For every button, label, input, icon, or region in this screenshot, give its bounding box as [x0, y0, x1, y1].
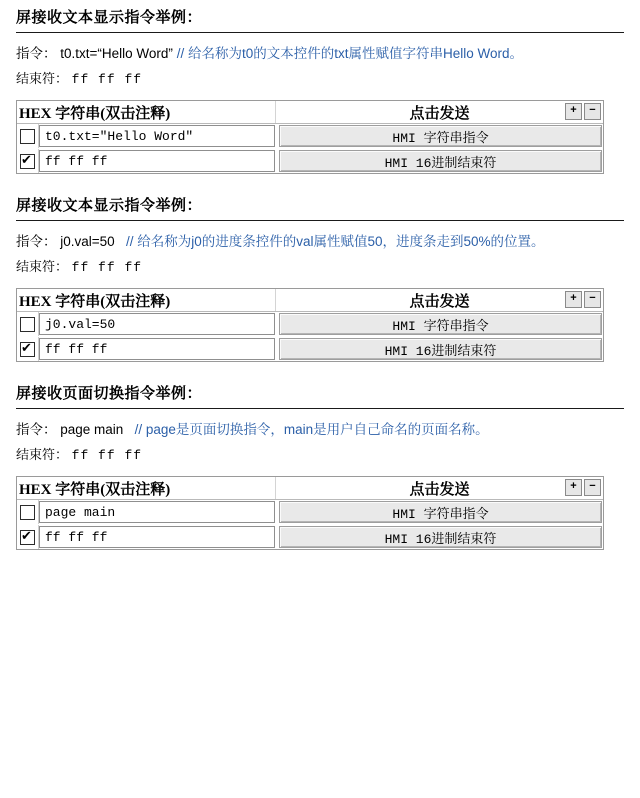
- command-comment: // 给名称为j0的进度条控件的val属性赋值50，进度条走到50%的位置。: [125, 234, 545, 249]
- command-comment: // 给名称为t0的文本控件的txt属性赋值字符串Hello Word。: [176, 46, 523, 61]
- table-row: [17, 148, 603, 173]
- end-symbol-line: [16, 69, 624, 90]
- panel-header-hex-label: HEX 字符串(双击注释): [19, 481, 171, 498]
- checkbox-icon[interactable]: [20, 342, 35, 357]
- checkbox-icon[interactable]: [20, 317, 35, 332]
- end-symbol-value: ff ff ff: [71, 72, 143, 87]
- end-symbol-value: ff ff ff: [71, 260, 143, 275]
- panel-header-send-label: [275, 477, 603, 499]
- add-row-button[interactable]: +: [565, 103, 582, 120]
- command-comment: // page是页面切换指令，main是用户自己命名的页面名称。: [134, 422, 489, 437]
- section-divider: [16, 32, 624, 33]
- table-row: [17, 500, 603, 524]
- panel-header-send-label: [275, 289, 603, 311]
- panel-header-buttons: [565, 103, 601, 120]
- end-symbol-label: 结束符：: [16, 447, 69, 462]
- command-paragraph: [16, 231, 624, 253]
- command-input[interactable]: page main: [39, 501, 275, 523]
- checkbox-icon[interactable]: [20, 129, 35, 144]
- checkbox-icon[interactable]: [20, 530, 35, 545]
- send-button[interactable]: HMI 16进制结束符: [279, 150, 602, 172]
- command-paragraph: [16, 419, 624, 441]
- row-checkbox-cell: [17, 337, 39, 361]
- table-row: [17, 124, 603, 148]
- send-button[interactable]: HMI 字符串指令: [279, 501, 602, 523]
- section-progress-bar: [16, 188, 624, 362]
- end-symbol-label: 结束符：: [16, 259, 69, 274]
- command-prefix: 指令：: [16, 422, 57, 437]
- add-row-button[interactable]: +: [565, 479, 582, 496]
- row-checkbox-cell: [17, 149, 39, 173]
- add-row-button[interactable]: +: [565, 291, 582, 308]
- row-checkbox-cell: [17, 312, 39, 336]
- section-divider: [16, 408, 624, 409]
- checkbox-icon[interactable]: [20, 505, 35, 520]
- command-prefix: 指令：: [16, 234, 57, 249]
- serial-command-panel: [16, 288, 604, 362]
- command-prefix: 指令：: [16, 46, 57, 61]
- section-title: 屏接收页面切换指令举例：: [16, 385, 203, 402]
- send-button[interactable]: HMI 16进制结束符: [279, 338, 602, 360]
- send-label-text: 点击发送: [409, 481, 470, 498]
- remove-row-button[interactable]: −: [584, 103, 601, 120]
- panel-header-buttons: [565, 291, 601, 308]
- serial-command-panel: [16, 100, 604, 174]
- panel-header-hex-label: HEX 字符串(双击注释): [19, 105, 171, 122]
- command-paragraph: [16, 43, 624, 65]
- send-button[interactable]: HMI 16进制结束符: [279, 526, 602, 548]
- panel-header-buttons: [565, 479, 601, 496]
- command-text: j0.val=50: [60, 234, 115, 249]
- remove-row-button[interactable]: −: [584, 291, 601, 308]
- command-input[interactable]: ff ff ff: [39, 150, 275, 172]
- row-checkbox-cell: [17, 525, 39, 549]
- row-checkbox-cell: [17, 124, 39, 148]
- section-title: 屏接收文本显示指令举例：: [16, 197, 203, 214]
- command-text: t0.txt=“Hello Word”: [60, 46, 173, 61]
- panel-header: [17, 289, 603, 312]
- section-text-display: [16, 0, 624, 174]
- section-divider: [16, 220, 624, 221]
- serial-command-panel: [16, 476, 604, 550]
- panel-header-send-label: [275, 101, 603, 123]
- end-symbol-label: 结束符：: [16, 71, 69, 86]
- command-input[interactable]: t0.txt="Hello Word": [39, 125, 275, 147]
- command-input[interactable]: j0.val=50: [39, 313, 275, 335]
- table-row: [17, 312, 603, 336]
- end-symbol-line: [16, 445, 624, 466]
- command-input[interactable]: ff ff ff: [39, 526, 275, 548]
- command-input[interactable]: ff ff ff: [39, 338, 275, 360]
- panel-header: [17, 477, 603, 500]
- end-symbol-value: ff ff ff: [71, 448, 143, 463]
- section-page-switch: [16, 376, 624, 550]
- table-row: [17, 524, 603, 549]
- checkbox-icon[interactable]: [20, 154, 35, 169]
- panel-header-hex-label: HEX 字符串(双击注释): [19, 293, 171, 310]
- send-label-text: 点击发送: [409, 293, 470, 310]
- remove-row-button[interactable]: −: [584, 479, 601, 496]
- section-title: 屏接收文本显示指令举例：: [16, 9, 203, 26]
- send-button[interactable]: HMI 字符串指令: [279, 125, 602, 147]
- end-symbol-line: [16, 257, 624, 278]
- command-text: page main: [60, 422, 124, 437]
- send-button[interactable]: HMI 字符串指令: [279, 313, 602, 335]
- send-label-text: 点击发送: [409, 105, 470, 122]
- panel-header: [17, 101, 603, 124]
- table-row: [17, 336, 603, 361]
- row-checkbox-cell: [17, 500, 39, 524]
